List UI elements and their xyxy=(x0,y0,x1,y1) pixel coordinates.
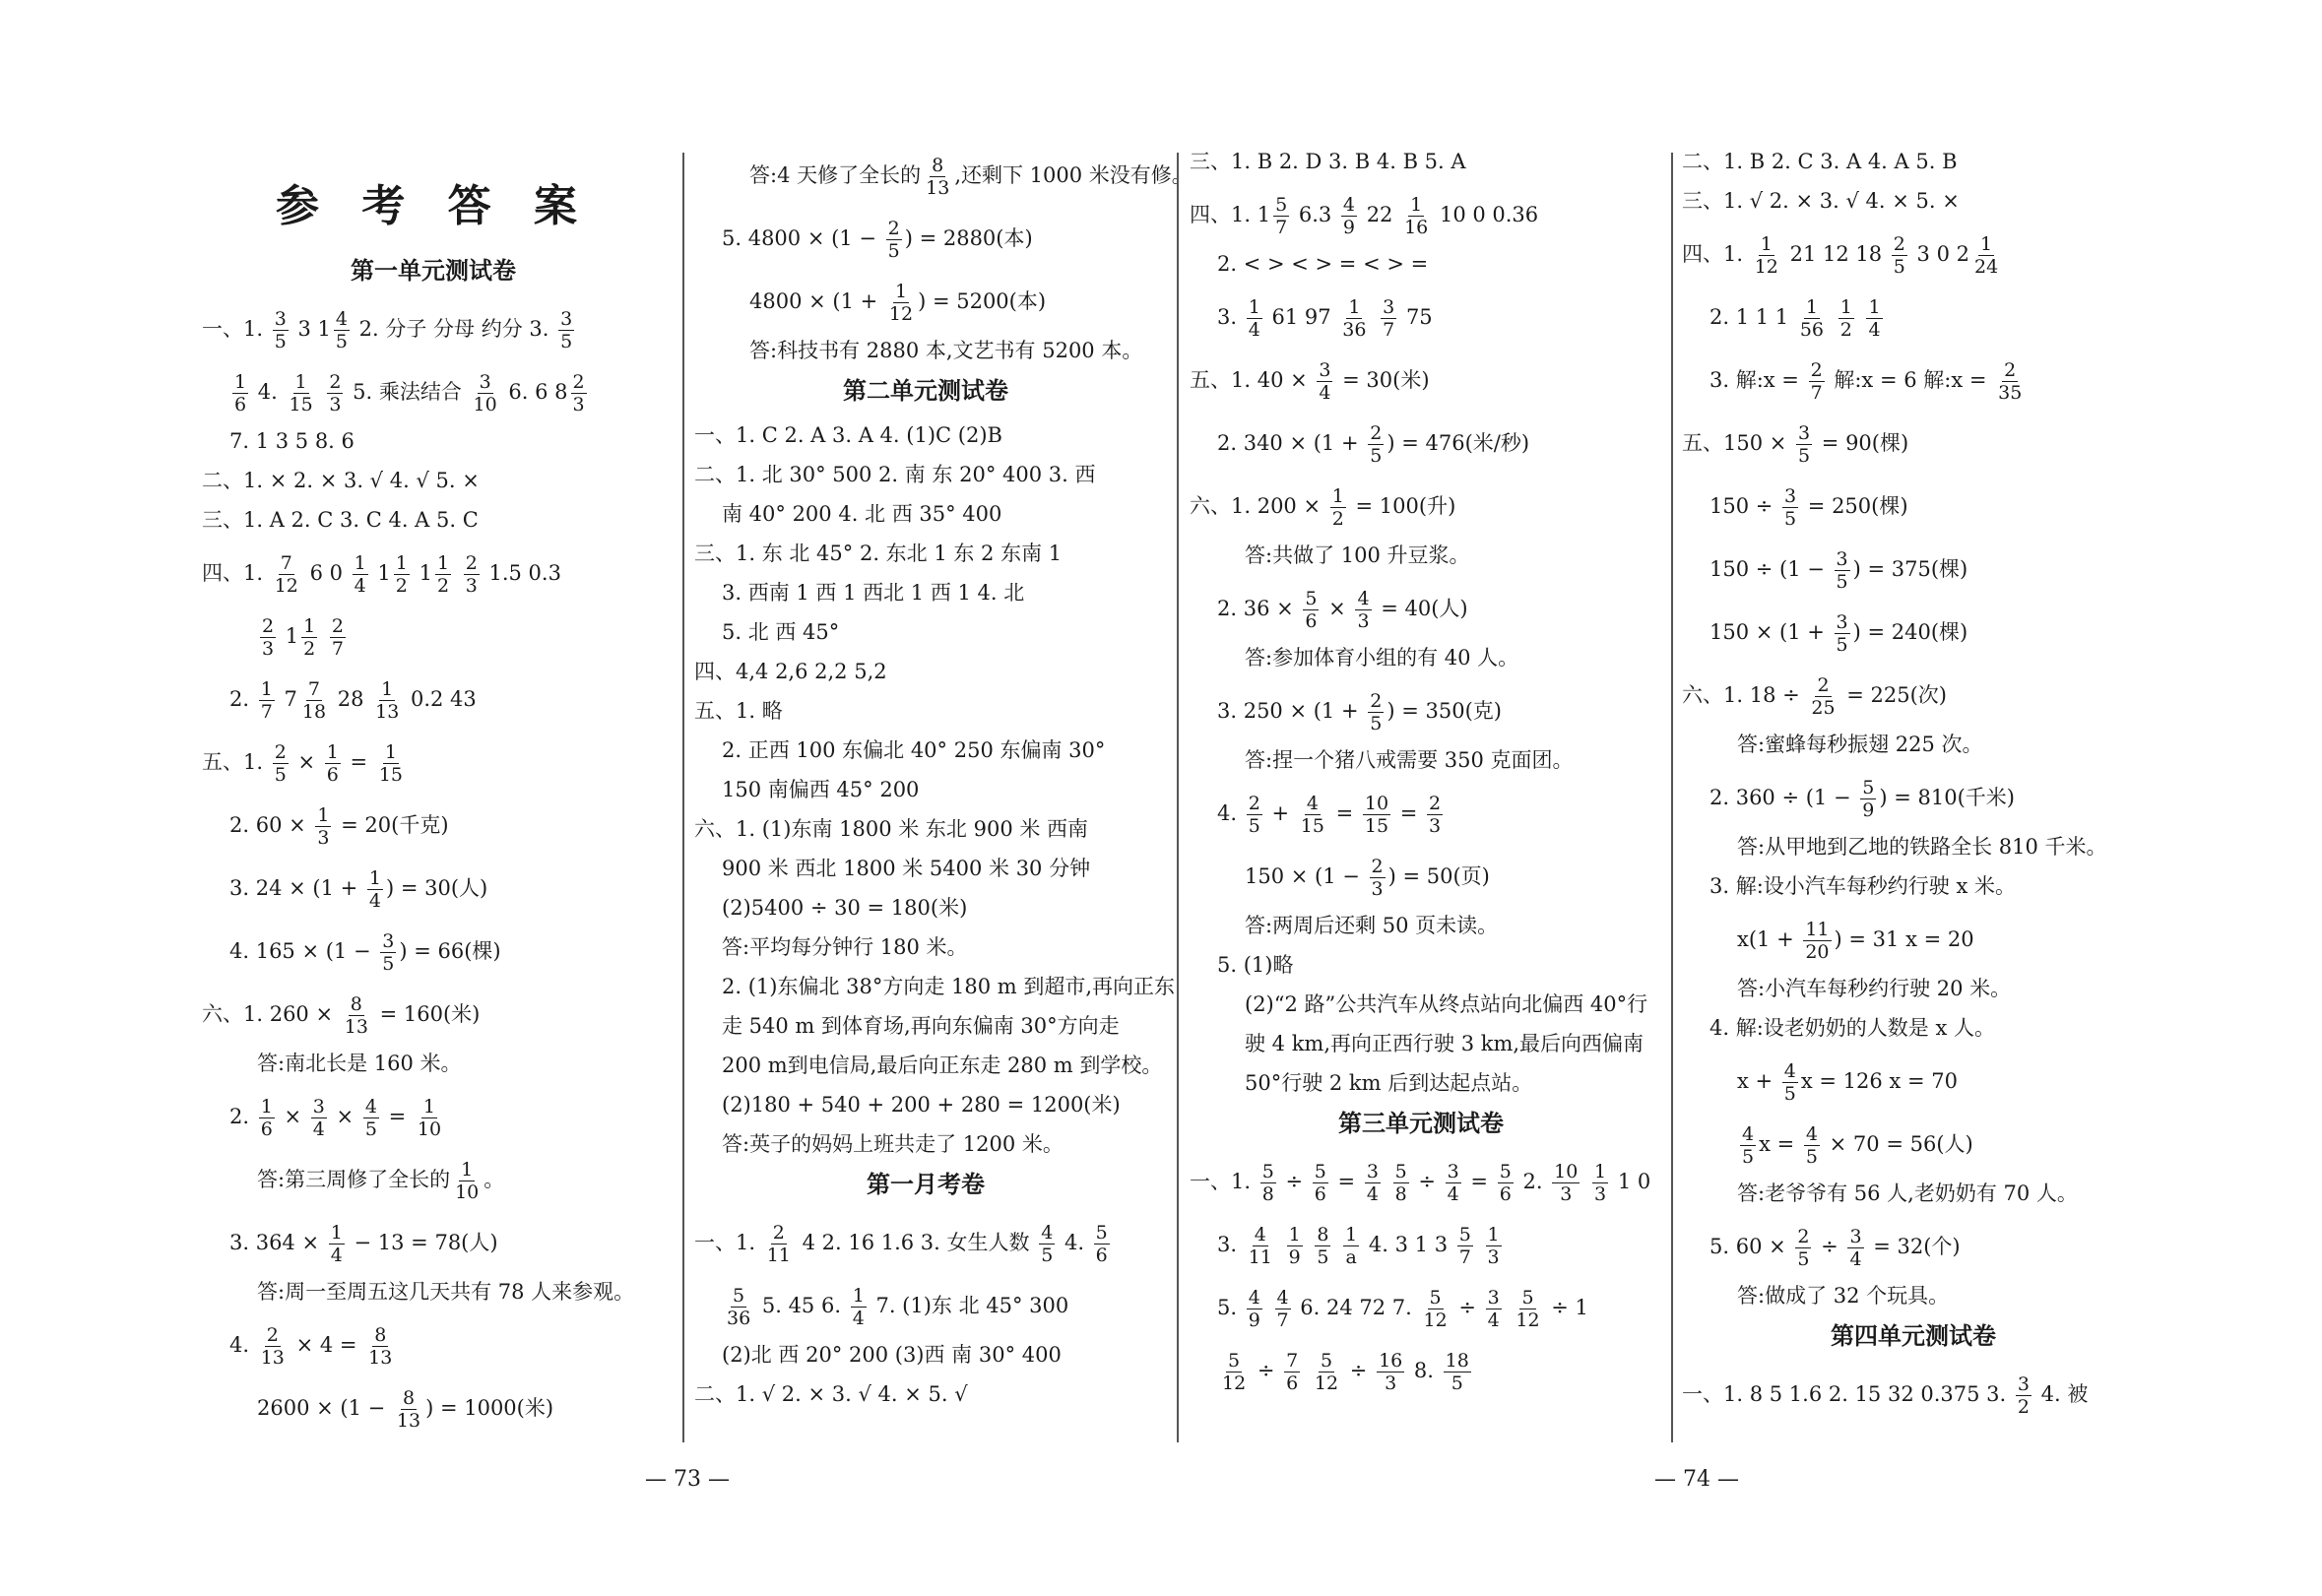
fraction: $\frac{3}{5}$ xyxy=(274,308,287,352)
answer-line: 3. 西南 1 西 1 西北 1 西 1 4. 北 xyxy=(722,581,1025,605)
fraction: $\frac{3}{5}$ xyxy=(1836,611,1848,656)
fraction: $\frac{5}{7}$ xyxy=(1275,194,1288,238)
answer-line: 2. 正西 100 东偏北 40° 250 东偏南 30° xyxy=(722,738,1106,762)
answer-column-2 xyxy=(694,148,1193,1420)
fraction: $\frac{4}{5}$ xyxy=(1783,1060,1796,1105)
fraction: $\frac{2}{3}$ xyxy=(572,371,585,415)
answer-line: $\frac{5}{12}$ ÷ $\frac{7}{6}$ $\frac{5}{12}$ ÷ $\frac{16}{3}$ 8. $\frac{18}{5}$ xyxy=(1222,1350,1469,1394)
section-heading: 第一单元测试卷 xyxy=(351,257,516,285)
answer-line: (2)180 + 540 + 200 + 280 = 1200(米) xyxy=(722,1093,1121,1117)
fraction: $\frac{2}{3}$ xyxy=(329,371,342,415)
answer-line: 5. (1)略 xyxy=(1217,953,1294,977)
section-heading: 第三单元测试卷 xyxy=(1338,1110,1504,1137)
fraction: $\frac{18}{5}$ xyxy=(1445,1350,1469,1394)
answer-line: 一、1. 8 5 1.6 2. 15 32 0.375 3. $\frac{3}{2}$ 4. 被 xyxy=(1682,1373,2089,1418)
column-divider xyxy=(1177,153,1179,1442)
section-heading: 第一月考卷 xyxy=(867,1171,985,1198)
answer-line: 答:科技书有 2880 本,文艺书有 5200 本。 xyxy=(749,339,1143,362)
fraction: $\frac{2}{5}$ xyxy=(1370,422,1383,467)
answer-line: 答:蜜蜂每秒振翅 225 次。 xyxy=(1737,733,1983,756)
fraction: $\frac{4}{3}$ xyxy=(1357,588,1370,632)
answer-column-3 xyxy=(1190,148,1652,1406)
answer-line: 答:平均每分钟行 180 米。 xyxy=(722,935,968,959)
fraction: $\frac{5}{12}$ xyxy=(1516,1287,1540,1331)
answer-line: 南 40° 200 4. 北 西 35° 400 xyxy=(722,502,1002,526)
answer-line: 三、1. √ 2. × 3. √ 4. × 5. × xyxy=(1682,189,1960,213)
fraction: $\frac{2}{5}$ xyxy=(274,741,287,786)
answer-line: 一、1. $\frac{2}{11}$ 4 2. 16 1.6 3. 女生人数 $\frac{4}{5}$ 4. $\frac{5}{6}$ xyxy=(694,1222,1108,1266)
fraction: $\frac{3}{4}$ xyxy=(1849,1226,1862,1270)
fraction: $\frac{5}{36}$ xyxy=(727,1285,751,1329)
fraction: $\frac{16}{3}$ xyxy=(1379,1350,1403,1394)
answer-line: (2)5400 ÷ 30 = 180(米) xyxy=(722,896,968,920)
fraction: $\frac{1}{10}$ xyxy=(455,1159,480,1203)
answer-line: 六、1. 200 × $\frac{1}{2}$ = 100(升) xyxy=(1190,485,1456,530)
answer-line: 150 × (1 − $\frac{2}{3}$ ) = 50(页) xyxy=(1245,856,1490,900)
answer-line: 一、1. $\frac{5}{8}$ ÷ $\frac{5}{6}$ = $\frac{3}{4}$ $\frac{5}{8}$ ÷ $\frac{3}{4}$ = $\frac{5}{6}$ 2. $\frac{10}{3}$ $\frac{1}{3}$ 1 0 xyxy=(1190,1161,1651,1205)
answer-line: 答:老爷爷有 56 人,老奶奶有 70 人。 xyxy=(1737,1181,2078,1205)
fraction: $\frac{1}{3}$ xyxy=(1594,1161,1607,1205)
fraction: $\frac{4}{9}$ xyxy=(1248,1287,1260,1331)
fraction: $\frac{3}{5}$ xyxy=(1784,485,1797,530)
answer-line: 二、1. B 2. C 3. A 4. A 5. B xyxy=(1682,150,1958,173)
fraction: $\frac{10}{15}$ xyxy=(1364,793,1389,837)
fraction: $\frac{1}{6}$ xyxy=(260,1096,273,1140)
fraction: $\frac{1}{a}$ xyxy=(1345,1224,1358,1268)
answer-line: x(1 + $\frac{11}{20}$ ) = 31 x = 20 xyxy=(1737,919,1974,963)
fraction: $\frac{2}{5}$ xyxy=(887,218,900,262)
fraction: $\frac{3}{4}$ xyxy=(1487,1287,1500,1331)
answer-line: 答:两周后还剩 50 页未读。 xyxy=(1245,914,1499,937)
fraction: $\frac{1}{4}$ xyxy=(330,1222,343,1266)
fraction: $\frac{2}{3}$ xyxy=(1371,856,1384,900)
fraction: $\frac{1}{3}$ xyxy=(1487,1224,1500,1268)
answer-line: 答:参加体育小组的有 40 人。 xyxy=(1245,646,1519,670)
answer-line: 2. 1 1 1 $\frac{1}{56}$ $\frac{1}{2}$ $\frac{1}{4}$ xyxy=(1709,296,1881,341)
answer-line: 驶 4 km,再向正西行驶 3 km,最后向西偏南 xyxy=(1245,1032,1645,1055)
fraction: $\frac{2}{25}$ xyxy=(1811,674,1836,719)
fraction: $\frac{4}{5}$ xyxy=(1742,1123,1755,1168)
answer-line: 4. 165 × (1 − $\frac{3}{5}$ ) = 66(棵) xyxy=(229,930,501,975)
fraction: $\frac{2}{5}$ xyxy=(1248,793,1260,837)
fraction: $\frac{4}{5}$ xyxy=(335,308,348,352)
answer-line: $\frac{2}{3}$ 1 $\frac{1}{2}$ $\frac{2}{7}$ xyxy=(262,615,345,660)
answer-line: 五、1. 40 × $\frac{3}{4}$ = 30(米) xyxy=(1190,359,1430,404)
answer-line: 三、1. 东 北 45° 2. 东北 1 东 2 东南 1 xyxy=(694,542,1063,565)
fraction: $\frac{4}{15}$ xyxy=(1300,793,1324,837)
fraction: $\frac{1}{15}$ xyxy=(378,741,403,786)
fraction: $\frac{1}{4}$ xyxy=(1248,296,1260,341)
fraction: $\frac{1}{3}$ xyxy=(317,804,330,849)
answer-line: 50°行驶 2 km 后到达起点站。 xyxy=(1245,1071,1533,1095)
fraction: $\frac{2}{5}$ xyxy=(1893,233,1905,278)
page-number-left: — 73 — xyxy=(645,1467,730,1492)
answer-line: 六、1. 260 × $\frac{8}{13}$ = 160(米) xyxy=(202,993,481,1038)
answer-line: 五、1. $\frac{2}{5}$ × $\frac{1}{6}$ = $\frac{1}{15}$ xyxy=(202,741,403,786)
answer-line: 五、150 × $\frac{3}{5}$ = 90(棵) xyxy=(1682,422,1909,467)
answer-line: 150 南偏西 45° 200 xyxy=(722,778,920,801)
fraction: $\frac{10}{3}$ xyxy=(1554,1161,1579,1205)
fraction: $\frac{4}{9}$ xyxy=(1342,194,1356,238)
answer-line: 4. $\frac{2}{13}$ × 4 = $\frac{8}{13}$ xyxy=(229,1324,393,1369)
answer-line: 5. 4800 × (1 − $\frac{2}{5}$ ) = 2880(本) xyxy=(722,218,1033,262)
answer-line: (2)“2 路”公共汽车从终点站向北偏西 40°行 xyxy=(1245,992,1648,1016)
answer-line: 六、1. (1)东南 1800 米 东北 900 米 西南 xyxy=(694,817,1089,841)
answer-line: 答:第三周修了全长的 $\frac{1}{10}$ 。 xyxy=(257,1159,505,1203)
fraction: $\frac{5}{6}$ xyxy=(1305,588,1318,632)
fraction: $\frac{7}{18}$ xyxy=(301,678,327,723)
fraction: $\frac{5}{6}$ xyxy=(1499,1161,1512,1205)
fraction: $\frac{7}{12}$ xyxy=(274,552,298,597)
page-title: 参 考 答 案 xyxy=(276,181,591,231)
page-number-right: — 74 — xyxy=(1654,1467,1739,1492)
answer-line: 3. 250 × (1 + $\frac{2}{5}$ ) = 350(克) xyxy=(1217,690,1502,734)
fraction: $\frac{1}{2}$ xyxy=(436,552,450,597)
fraction: $\frac{2}{3}$ xyxy=(465,552,478,597)
answer-line: (2)北 西 20° 200 (3)西 南 30° 400 xyxy=(722,1343,1062,1367)
answer-line: 7. 1 3 5 8. 6 xyxy=(229,429,355,453)
fraction: $\frac{5}{12}$ xyxy=(1222,1350,1247,1394)
answer-line: 四、4,4 2,6 2,2 5,2 xyxy=(694,660,887,683)
fraction: $\frac{5}{6}$ xyxy=(1314,1161,1326,1205)
answer-line: 答:做成了 32 个玩具。 xyxy=(1737,1284,1950,1308)
fraction: $\frac{2}{7}$ xyxy=(1810,359,1823,404)
fraction: $\frac{3}{5}$ xyxy=(560,308,573,352)
fraction: $\frac{2}{5}$ xyxy=(1370,690,1383,734)
fraction: $\frac{1}{16}$ xyxy=(1404,194,1429,238)
fraction: $\frac{1}{7}$ xyxy=(260,678,273,723)
answer-line: 一、1. $\frac{3}{5}$ 3 1 $\frac{4}{5}$ 2. 分子 分母 约分 3. $\frac{3}{5}$ xyxy=(202,308,573,352)
answer-line: $\frac{5}{36}$ 5. 45 6. $\frac{1}{4}$ 7. (1)东 北 45° 300 xyxy=(727,1285,1069,1329)
fraction: $\frac{1}{4}$ xyxy=(368,867,381,912)
answer-line: 走 540 m 到体育场,再向东偏南 30°方向走 xyxy=(722,1014,1120,1038)
answer-line: 答:南北长是 160 米。 xyxy=(257,1052,462,1075)
fraction: $\frac{1}{2}$ xyxy=(1331,485,1344,530)
fraction: $\frac{1}{12}$ xyxy=(1754,233,1778,278)
answer-line: 三、1. B 2. D 3. B 4. B 5. A xyxy=(1190,150,1466,173)
section-heading: 第四单元测试卷 xyxy=(1831,1322,1996,1350)
answer-line: 2. 340 × (1 + $\frac{2}{5}$ ) = 476(米/秒) xyxy=(1217,422,1530,467)
answer-line: 4. $\frac{2}{5}$ + $\frac{4}{15}$ = $\frac{10}{15}$ = $\frac{2}{3}$ xyxy=(1217,793,1442,837)
answer-line: 二、1. × 2. × 3. √ 4. √ 5. × xyxy=(202,469,480,492)
fraction: $\frac{1}{4}$ xyxy=(1868,296,1881,341)
answer-line: 3. 24 × (1 + $\frac{1}{4}$ ) = 30(人) xyxy=(229,867,488,912)
fraction: $\frac{1}{36}$ xyxy=(1342,296,1367,341)
fraction: $\frac{1}{10}$ xyxy=(417,1096,442,1140)
fraction: $\frac{2}{13}$ xyxy=(260,1324,285,1369)
fraction: $\frac{8}{13}$ xyxy=(344,993,368,1038)
fraction: $\frac{3}{5}$ xyxy=(382,930,395,975)
fraction: $\frac{1}{13}$ xyxy=(375,678,400,723)
answer-line: 5. 60 × $\frac{2}{5}$ ÷ $\frac{3}{4}$ = 32(个) xyxy=(1709,1226,1961,1270)
fraction: $\frac{8}{5}$ xyxy=(1317,1224,1329,1268)
fraction: $\frac{3}{10}$ xyxy=(473,371,497,415)
answer-line: 2. $\frac{1}{6}$ × $\frac{3}{4}$ × $\frac{4}{5}$ = $\frac{1}{10}$ xyxy=(229,1096,442,1140)
answer-line: 二、1. 北 30° 500 2. 南 东 20° 400 3. 西 xyxy=(694,463,1096,486)
answer-line: 200 m到电信局,最后向正东走 280 m 到学校。 xyxy=(722,1053,1163,1077)
answer-line: 四、1. $\frac{7}{12}$ 6 0 $\frac{1}{4}$ 1 $\frac{1}{2}$ 1 $\frac{1}{2}$ $\frac{2}{3}$ 1.5 0.3 xyxy=(202,552,561,597)
answer-line: 2. 360 ÷ (1 − $\frac{5}{9}$ ) = 810(千米) xyxy=(1709,777,2015,821)
fraction: $\frac{3}{5}$ xyxy=(1798,422,1811,467)
answer-line: 答:捏一个猪八戒需要 350 克面团。 xyxy=(1245,748,1574,772)
fraction: $\frac{3}{5}$ xyxy=(1836,548,1848,593)
answer-line: 四、1. $\frac{1}{12}$ 21 12 18 $\frac{2}{5}$ 3 0 2 $\frac{1}{24}$ xyxy=(1682,233,1999,278)
answer-line: 六、1. 18 ÷ $\frac{2}{25}$ = 225(次) xyxy=(1682,674,1947,719)
answer-line: 答:周一至周五这几天共有 78 人来参观。 xyxy=(257,1280,635,1304)
answer-column-4 xyxy=(1682,148,2145,1430)
answer-line: 2. 36 × $\frac{5}{6}$ × $\frac{4}{3}$ = 40(人) xyxy=(1217,588,1468,632)
fraction: $\frac{2}{3}$ xyxy=(1429,793,1442,837)
fraction: $\frac{4}{5}$ xyxy=(1805,1123,1818,1168)
answer-line: 2. $\frac{1}{7}$ 7 $\frac{7}{18}$ 28 $\frac{1}{13}$ 0.2 43 xyxy=(229,678,477,723)
answer-line: 5. $\frac{4}{9}$ $\frac{4}{7}$ 6. 24 72 7. $\frac{5}{12}$ ÷ $\frac{3}{4}$ $\frac{5}{12}$ ÷ 1 xyxy=(1217,1287,1588,1331)
fraction: $\frac{5}{12}$ xyxy=(1423,1287,1448,1331)
answer-line: 150 ÷ (1 − $\frac{3}{5}$ ) = 375(棵) xyxy=(1709,548,1968,593)
answer-line: 3. 解:设小汽车每秒约行驶 x 米。 xyxy=(1709,874,2016,898)
answer-line: 3. 解:x = $\frac{2}{7}$ 解:x = 6 解:x = $\frac{2}{35}$ xyxy=(1709,359,2023,404)
fraction: $\frac{3}{2}$ xyxy=(2017,1373,2030,1418)
fraction: $\frac{1}{12}$ xyxy=(888,281,914,325)
answer-line: 2600 × (1 − $\frac{8}{13}$ ) = 1000(米) xyxy=(257,1387,554,1432)
fraction: $\frac{4}{7}$ xyxy=(1276,1287,1289,1331)
fraction: $\frac{1}{24}$ xyxy=(1973,233,1999,278)
section-heading: 第二单元测试卷 xyxy=(843,377,1008,405)
fraction: $\frac{8}{13}$ xyxy=(368,1324,393,1369)
answer-line: 2. (1)东偏北 38°方向走 180 m 到超市,再向正东 xyxy=(722,975,1176,998)
answer-line: 150 ÷ $\frac{3}{5}$ = 250(棵) xyxy=(1709,485,1908,530)
answer-line: 2. < > < > = < > = xyxy=(1217,252,1429,276)
fraction: $\frac{4}{5}$ xyxy=(364,1096,377,1140)
answer-line: 150 × (1 + $\frac{3}{5}$ ) = 240(棵) xyxy=(1709,611,1968,656)
answer-line: 答:从甲地到乙地的铁路全长 810 千米。 xyxy=(1737,835,2107,859)
fraction: $\frac{1}{4}$ xyxy=(852,1285,865,1329)
fraction: $\frac{4}{5}$ xyxy=(1041,1222,1054,1266)
fraction: $\frac{1}{2}$ xyxy=(1839,296,1852,341)
answer-line: 答:4 天修了全长的 $\frac{8}{13}$ ,还剩下 1000 米没有修。 xyxy=(749,155,1193,199)
answer-line: 五、1. 略 xyxy=(694,699,783,723)
answer-line: 900 米 西北 1800 米 5400 米 30 分钟 xyxy=(722,857,1091,880)
fraction: $\frac{5}{6}$ xyxy=(1095,1222,1108,1266)
fraction: $\frac{3}{4}$ xyxy=(1319,359,1331,404)
fraction: $\frac{2}{11}$ xyxy=(766,1222,791,1266)
fraction: $\frac{3}{4}$ xyxy=(1447,1161,1459,1205)
fraction: $\frac{4}{11}$ xyxy=(1248,1224,1272,1268)
fraction: $\frac{1}{6}$ xyxy=(234,371,247,415)
answer-line: 2. 60 × $\frac{1}{3}$ = 20(千克) xyxy=(229,804,449,849)
fraction: $\frac{2}{35}$ xyxy=(1998,359,2023,404)
column-divider xyxy=(1671,153,1673,1442)
fraction: $\frac{1}{2}$ xyxy=(395,552,408,597)
answer-column-1 xyxy=(202,148,665,1443)
fraction: $\frac{8}{13}$ xyxy=(926,155,950,199)
answer-line: 答:共做了 100 升豆浆。 xyxy=(1245,543,1470,567)
answer-line: 一、1. C 2. A 3. A 4. (1)C (2)B xyxy=(694,423,1002,447)
answer-line: x + $\frac{4}{5}$ x = 126 x = 70 xyxy=(1737,1060,1958,1105)
fraction: $\frac{1}{9}$ xyxy=(1288,1224,1301,1268)
answer-line: 5. 北 西 45° xyxy=(722,620,840,644)
answer-line: 3. 364 × $\frac{1}{4}$ − 13 = 78(人) xyxy=(229,1222,498,1266)
fraction: $\frac{1}{15}$ xyxy=(289,371,313,415)
answer-line: 答:英子的妈妈上班共走了 1200 米。 xyxy=(722,1132,1064,1156)
fraction: $\frac{3}{4}$ xyxy=(1366,1161,1379,1205)
fraction: $\frac{2}{5}$ xyxy=(1797,1226,1810,1270)
fraction: $\frac{5}{8}$ xyxy=(1394,1161,1407,1205)
fraction: $\frac{1}{6}$ xyxy=(326,741,339,786)
fraction: $\frac{2}{7}$ xyxy=(331,615,345,660)
answer-line: 答:小汽车每秒约行驶 20 米。 xyxy=(1737,977,2012,1000)
fraction: $\frac{7}{6}$ xyxy=(1286,1350,1299,1394)
column-divider xyxy=(682,153,684,1442)
answer-line: 3. $\frac{1}{4}$ 61 97 $\frac{1}{36}$ $\frac{3}{7}$ 75 xyxy=(1217,296,1433,341)
fraction: $\frac{3}{4}$ xyxy=(312,1096,325,1140)
answer-line: 3. $\frac{4}{11}$ $\frac{1}{9}$ $\frac{8}{5}$ $\frac{1}{a}$ 4. 3 1 3 $\frac{5}{7}$ $\frac{1}{3}$ xyxy=(1217,1224,1500,1268)
fraction: $\frac{5}{8}$ xyxy=(1261,1161,1274,1205)
fraction: $\frac{5}{7}$ xyxy=(1458,1224,1471,1268)
fraction: $\frac{11}{20}$ xyxy=(1805,919,1830,963)
fraction: $\frac{3}{7}$ xyxy=(1383,296,1395,341)
fraction: $\frac{5}{9}$ xyxy=(1862,777,1875,821)
fraction: $\frac{1}{56}$ xyxy=(1799,296,1825,341)
fraction: $\frac{2}{3}$ xyxy=(262,615,275,660)
answer-line: $\frac{1}{6}$ 4. $\frac{1}{15}$ $\frac{2}{3}$ 5. 乘法结合 $\frac{3}{10}$ 6. 6 8 $\frac{2}{3}$ xyxy=(234,371,585,415)
fraction: $\frac{1}{4}$ xyxy=(354,552,366,597)
answer-line: 三、1. A 2. C 3. C 4. A 5. C xyxy=(202,508,479,532)
answer-line: 4. 解:设老奶奶的人数是 x 人。 xyxy=(1709,1016,1995,1040)
fraction: $\frac{8}{13}$ xyxy=(396,1387,421,1432)
answer-line: $\frac{4}{5}$ x = $\frac{4}{5}$ × 70 = 56(人) xyxy=(1742,1123,1973,1168)
answer-line: 四、1. 1 $\frac{5}{7}$ 6.3 $\frac{4}{9}$ 22 $\frac{1}{16}$ 10 0 0.36 xyxy=(1190,194,1539,238)
answer-line: 二、1. √ 2. × 3. √ 4. × 5. √ xyxy=(694,1382,968,1406)
fraction: $\frac{5}{12}$ xyxy=(1314,1350,1339,1394)
fraction: $\frac{1}{2}$ xyxy=(303,615,316,660)
answer-line: 4800 × (1 + $\frac{1}{12}$ ) = 5200(本) xyxy=(749,281,1047,325)
